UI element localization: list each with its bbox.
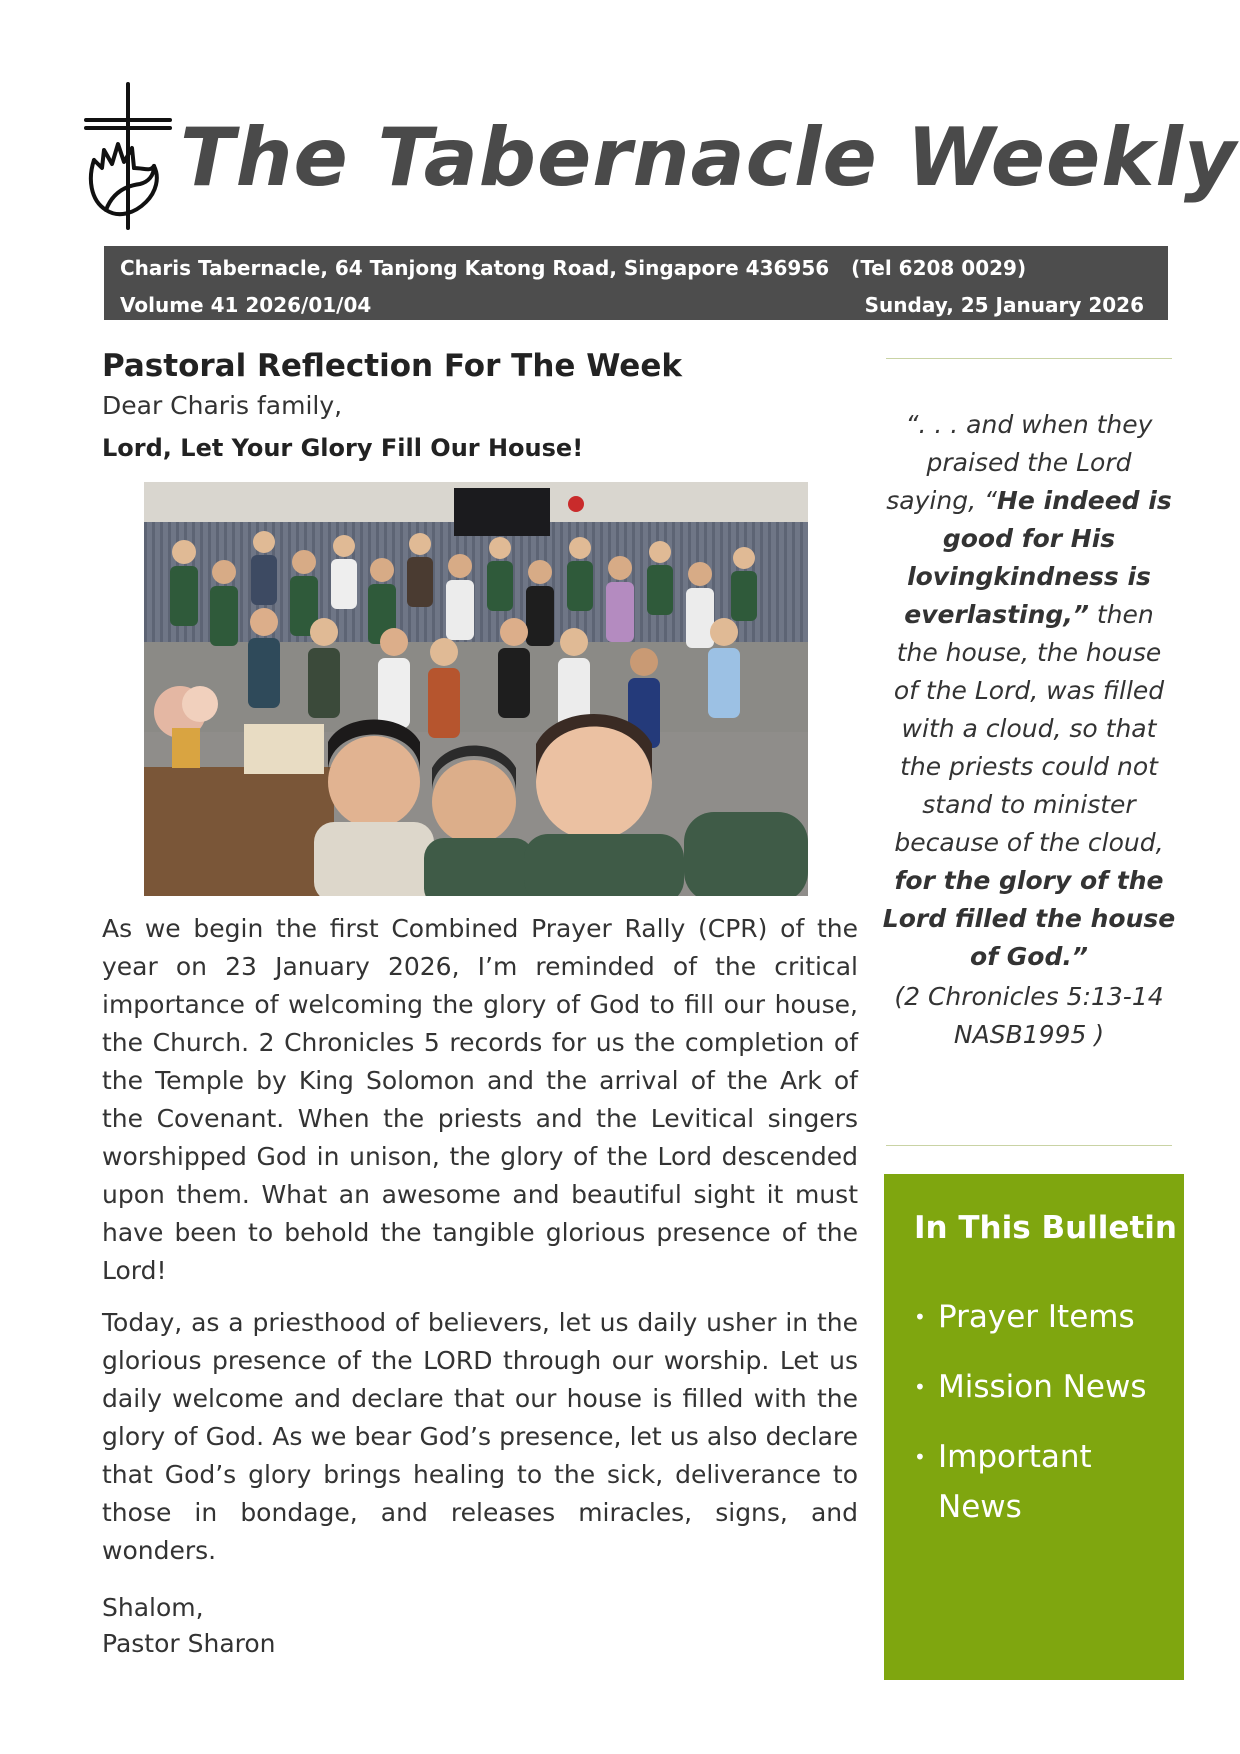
congregation-group-photo [144,482,808,896]
cross-flame-icon [84,82,176,232]
scripture-reference: (2 Chronicles 5:13-14 NASB1995 ) [894,982,1164,1049]
article-subheading: Lord, Let Your Glory Fill Our House! [102,434,584,462]
quote-text: “. . . and when they praised the Lord saying, “ [886,410,1153,515]
masthead-title: The Tabernacle Weekly [180,111,1237,204]
article-paragraph: Today, as a priesthood of believers, let us daily usher in the glorious presence of the LORD through our worship. Let us daily welcome and declare that our house is filled with the glory of God. As we bear God’s presence, let us also declare that God’s glory brings healing to the sick, deliverance to those in bondage, and releases miracles, signs, and wonders. [102,1308,858,1565]
info-bar [104,246,1168,320]
sidebar-bottom-rule [886,1145,1172,1146]
bulletin-item-important-news[interactable]: • Important News [914,1432,1166,1532]
article-paragraph: As we begin the first Combined Prayer Rally (CPR) of the year on 23 January 2026, I’m reminded of the critical importance of welcoming the glory of God to fill our house, the Church. 2 Chronicles 5 records for us the completion of the Temple by King Solomon and the arrival of the Ark of the Covenant. When the priests and the Levitical singers worshipped God in unison, the glory of the Lord descended upon them. What an awesome and beautiful sight it must have been to behold the tangible glorious presence of the Lord! [102,914,858,1285]
article-signoff [102,1590,858,1662]
sidebar-top-rule [886,358,1172,359]
article-salutation: Dear Charis family, [102,391,343,420]
church-address: Charis Tabernacle, 64 Tanjong Katong Road, Singapore 436956 [120,256,830,280]
quote-emphasis: He indeed is good for His lovingkindness is everlasting,” [904,486,1172,629]
author-signature: Pastor Sharon [102,1629,276,1658]
volume-number: Volume 41 2026/01/04 [120,293,372,317]
bulletin-item-prayer-items[interactable]: • Prayer Items [914,1292,1166,1342]
quote-emphasis: for the glory of the Lord filled the house of God.” [882,866,1176,971]
pastoral-reflection-article [102,346,858,1662]
bulletin-contents-box [884,1174,1184,1680]
article-heading: Pastoral Reflection For The Week [102,348,682,384]
bulletin-list [914,1292,1166,1532]
bulletin-item-mission-news[interactable]: • Mission News [914,1362,1166,1412]
congregation-photo-illustration [144,482,808,896]
issue-date: Sunday, 25 January 2026 [864,293,1144,317]
scripture-quote [882,406,1176,1054]
closing-greeting: Shalom, [102,1593,204,1622]
quote-text: then the house, the house of the Lord, was filled with a cloud, so that the priests could not stand to minister because of the cloud, [893,600,1165,857]
bulletin-title: In This Bulletin [914,1210,1177,1246]
church-phone: (Tel 6208 0029) [851,256,1027,280]
